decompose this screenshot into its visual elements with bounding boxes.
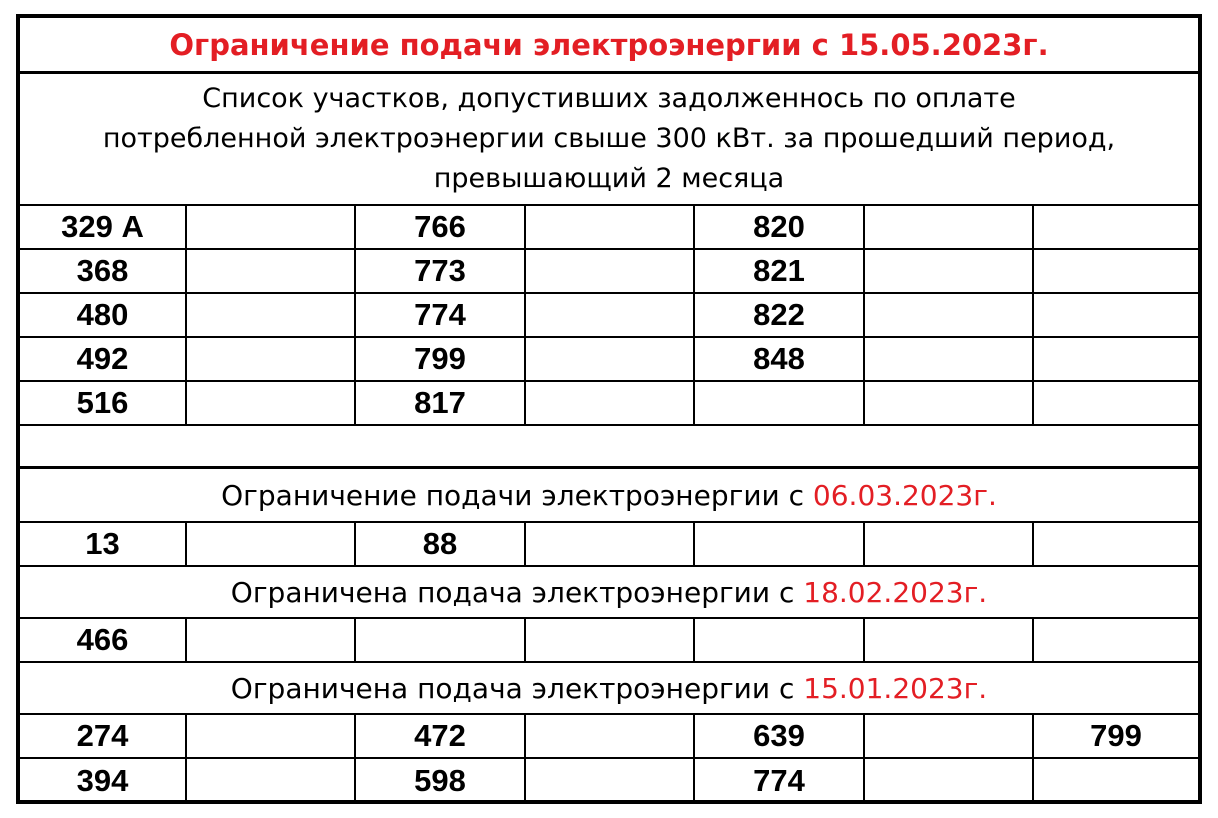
table-cell: [187, 382, 356, 424]
table-cell: 639: [695, 715, 865, 757]
table-cell: [1034, 206, 1198, 248]
table-cell: [526, 759, 695, 802]
table-cell: [865, 523, 1034, 565]
table-cell: 368: [20, 250, 187, 292]
table-row: [20, 206, 1198, 250]
table-cell: 480: [20, 294, 187, 336]
table-cell: [865, 715, 1034, 757]
section-2-date: 06.03.2023г.: [812, 478, 997, 512]
table-cell: [187, 338, 356, 380]
table-cell: [865, 382, 1034, 424]
table-cell: 516: [20, 382, 187, 424]
table-row: [20, 294, 1198, 338]
table-cell: [865, 206, 1034, 248]
table-row: [20, 250, 1198, 294]
spacer-row: [20, 426, 1198, 469]
table-cell: [865, 759, 1034, 802]
subtitle-line-2: потребленной электроэнергии свыше 300 кВт. за прошедший период,: [102, 123, 1116, 154]
table-row: [20, 759, 1198, 802]
table-cell: 472: [356, 715, 526, 757]
table-cell: [187, 294, 356, 336]
table-cell: 274: [20, 715, 187, 757]
page-title: Ограничение подачи электроэнергии с 15.05.2023г.: [169, 27, 1049, 62]
table-cell: [356, 619, 526, 661]
table-cell: 821: [695, 250, 865, 292]
section-3-date: 18.02.2023г.: [803, 575, 988, 609]
table-cell: 329 А: [20, 206, 187, 248]
table-cell: [526, 382, 695, 424]
title-row: [20, 18, 1198, 74]
table-row: [20, 619, 1198, 663]
table-cell: [526, 523, 695, 565]
table-cell: [187, 619, 356, 661]
table-row: [20, 338, 1198, 382]
table-cell: 774: [356, 294, 526, 336]
table-cell: [187, 250, 356, 292]
section-header-row: [20, 663, 1198, 715]
table-cell: 820: [695, 206, 865, 248]
table-row: [20, 523, 1198, 567]
table-cell: 848: [695, 338, 865, 380]
table-cell: 466: [20, 619, 187, 661]
table-cell: [526, 338, 695, 380]
table-cell: [187, 523, 356, 565]
table-cell: [865, 294, 1034, 336]
table-cell: [526, 619, 695, 661]
table-cell: [526, 250, 695, 292]
table-cell: [865, 250, 1034, 292]
table-cell: 88: [356, 523, 526, 565]
table-cell: [695, 523, 865, 565]
spacer-cell: [20, 426, 1198, 466]
table-cell: [1034, 382, 1198, 424]
table-cell: [526, 206, 695, 248]
section-4-heading: [20, 663, 1198, 713]
section-4-prefix: Ограничена подача электроэнергии с: [230, 671, 804, 705]
table-cell: [187, 759, 356, 802]
section-2-prefix: Ограничение подачи электроэнергии с: [221, 478, 813, 512]
table-cell: 822: [695, 294, 865, 336]
table-cell: [526, 715, 695, 757]
table-cell: 799: [1090, 718, 1142, 753]
section-header-row: [20, 469, 1198, 523]
table-cell: [187, 715, 356, 757]
table-row: [20, 382, 1198, 426]
subtitle: [20, 74, 1198, 204]
subtitle-row: [20, 74, 1198, 206]
section-3-heading: [20, 567, 1198, 617]
table-cell: 817: [356, 382, 526, 424]
table-cell: 773: [356, 250, 526, 292]
table-cell: 774: [695, 759, 865, 802]
table-cell: [1034, 250, 1198, 292]
table-cell: [695, 382, 865, 424]
table-cell: [865, 619, 1034, 661]
section-3-prefix: Ограничена подача электроэнергии с: [230, 575, 804, 609]
debt-table: [16, 14, 1202, 804]
table-cell: 598: [356, 759, 526, 802]
table-cell: [187, 206, 356, 248]
table-cell: [1034, 619, 1198, 661]
table1-body: [20, 206, 1198, 426]
table-cell: 13: [20, 523, 187, 565]
table-cell: [526, 294, 695, 336]
subtitle-line-3: превышающий 2 месяца: [433, 163, 785, 194]
section-4-date: 15.01.2023г.: [803, 671, 988, 705]
table-cell: [1034, 523, 1198, 565]
table-cell: 799: [356, 338, 526, 380]
table-row: [20, 715, 1198, 759]
table-cell: [1034, 338, 1198, 380]
table-cell: 766: [356, 206, 526, 248]
table-cell: [1034, 759, 1198, 802]
subtitle-line-1: Список участков, допустивших задолженнось по оплате: [202, 83, 1016, 114]
table-cell: 492: [20, 338, 187, 380]
table-cell: 394: [20, 759, 187, 802]
table-cell: [865, 338, 1034, 380]
section-header-row: [20, 567, 1198, 619]
table-cell: [1034, 294, 1198, 336]
section-2-heading: [20, 469, 1198, 521]
table-cell: [695, 619, 865, 661]
